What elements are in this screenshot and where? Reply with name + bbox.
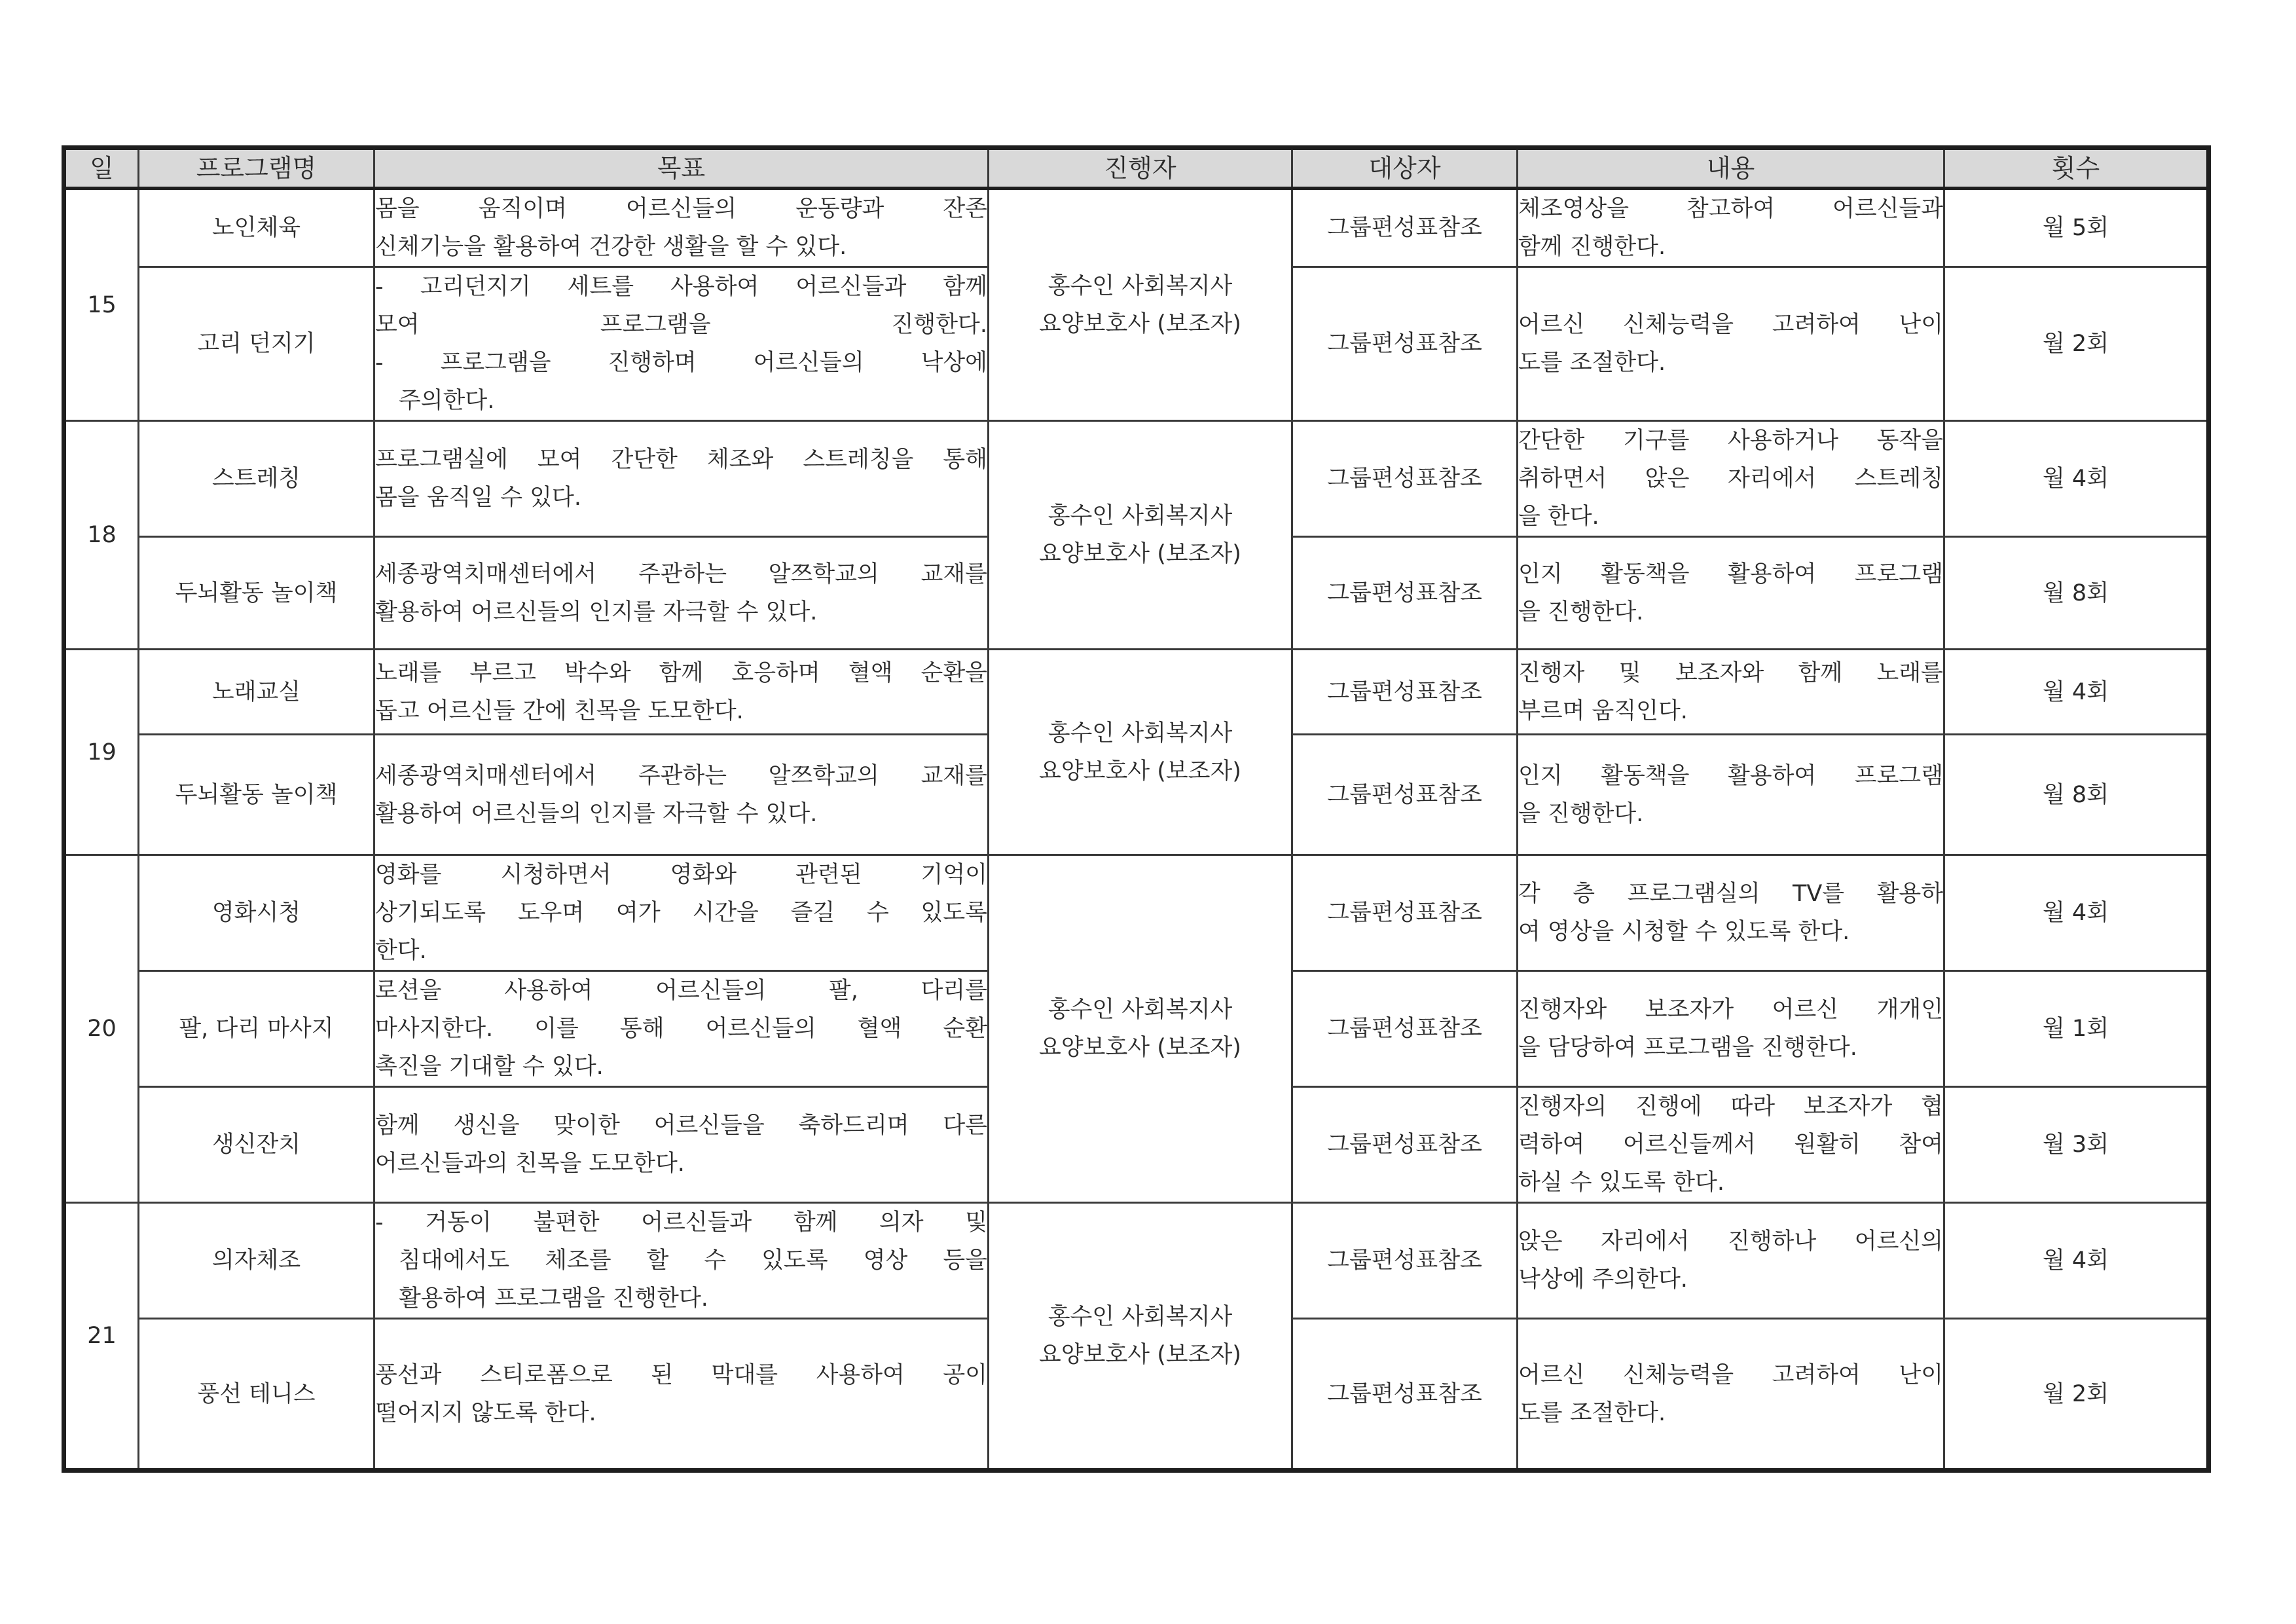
day-cell: 19 — [64, 650, 139, 855]
schedule-body — [64, 189, 2209, 1471]
goal-line: 로션을 사용하여 어르신들의 팔, 다리를 — [375, 978, 987, 1004]
goal-line: 활용하여 어르신들의 인지를 자극할 수 있다. — [375, 800, 818, 827]
goal-cell — [374, 1087, 989, 1203]
header-facilitator: 진행자 — [989, 148, 1292, 189]
goal-cell — [374, 421, 989, 537]
goal-cell — [374, 855, 989, 971]
goal-cell — [374, 1203, 989, 1319]
facilitator-line: 홍수인 사회복지사 — [1048, 272, 1233, 299]
facilitator-line: 요양보호사 (보조자) — [1039, 310, 1241, 337]
content-cell — [1518, 189, 1944, 267]
facilitator-line: 홍수인 사회복지사 — [1048, 503, 1233, 529]
goal-line: 영화를 시청하면서 영화와 관련된 기억이 — [375, 862, 987, 888]
content-line: 하실 수 있도록 한다. — [1518, 1170, 1724, 1196]
header-content: 내용 — [1518, 148, 1944, 189]
content-line: 간단한 기구를 사용하거나 동작을 — [1518, 428, 1943, 454]
frequency-cell: 월 4회 — [1944, 421, 2209, 537]
goal-line: 몸을 움직일 수 있다. — [375, 485, 581, 511]
header-target: 대상자 — [1292, 148, 1518, 189]
goal-line: 프로그램실에 모여 간단한 체조와 스트레칭을 통해 — [375, 447, 987, 473]
content-line: 앉은 자리에서 진행하나 어르신의 — [1518, 1228, 1943, 1255]
content-line: 력하여 어르신들께서 원활히 참여 — [1518, 1132, 1943, 1158]
content-line: 어르신 신체능력을 고려하여 난이 — [1518, 312, 1943, 338]
day-cell: 18 — [64, 421, 139, 650]
program-name-cell: 노래교실 — [139, 650, 374, 735]
schedule-sheet — [62, 145, 2206, 1473]
header-row — [64, 148, 2209, 189]
goal-line: 상기되도록 도우며 여가 시간을 즐길 수 있도록 — [375, 900, 987, 926]
content-cell — [1518, 971, 1944, 1087]
day-cell: 15 — [64, 189, 139, 421]
program-name-cell: 노인체육 — [139, 189, 374, 267]
program-name-cell: 풍선 테니스 — [139, 1319, 374, 1471]
content-line: 진행자와 보조자가 어르신 개개인 — [1518, 997, 1943, 1023]
content-line: 을 진행한다. — [1518, 599, 1644, 625]
goal-line: 노래를 부르고 박수와 함께 호응하며 혈액 순환을 — [375, 659, 987, 686]
frequency-cell: 월 2회 — [1944, 1319, 2209, 1471]
goal-line: 한다. — [375, 938, 427, 964]
facilitator-cell — [989, 650, 1292, 855]
goal-cell — [374, 1319, 989, 1471]
facilitator-cell — [989, 1203, 1292, 1471]
goal-cell — [374, 650, 989, 735]
content-cell — [1518, 421, 1944, 537]
goal-line: 촉진을 기대할 수 있다. — [375, 1054, 604, 1080]
content-cell — [1518, 650, 1944, 735]
target-cell: 그룹편성표참조 — [1292, 267, 1518, 421]
program-name-cell: 영화시청 — [139, 855, 374, 971]
goal-line: 세종광역치매센터에서 주관하는 알쯔학교의 교재를 — [375, 561, 987, 587]
content-line: 부르며 움직인다. — [1518, 697, 1688, 724]
content-cell — [1518, 855, 1944, 971]
goal-line: - 프로그램을 진행하며 어르신들의 낙상에 — [375, 350, 987, 376]
program-name-cell: 고리 던지기 — [139, 267, 374, 421]
goal-line: 신체기능을 활용하여 건강한 생활을 할 수 있다. — [375, 234, 847, 260]
program-name-cell: 팔, 다리 마사지 — [139, 971, 374, 1087]
content-line: 인지 활동책을 활용하여 프로그램 — [1518, 561, 1943, 587]
goal-line: 몸을 움직이며 어르신들의 운동량과 잔존 — [375, 196, 987, 222]
goal-cell — [374, 537, 989, 650]
frequency-cell: 월 8회 — [1944, 537, 2209, 650]
content-line: 을 진행한다. — [1518, 800, 1644, 827]
facilitator-line: 요양보호사 (보조자) — [1039, 1035, 1241, 1061]
facilitator-line: 요양보호사 (보조자) — [1039, 758, 1241, 784]
frequency-cell: 월 5회 — [1944, 189, 2209, 267]
goal-line: 활용하여 어르신들의 인지를 자극할 수 있다. — [375, 599, 818, 625]
content-cell — [1518, 1203, 1944, 1319]
goal-line: 침대에서도 체조를 할 수 있도록 영상 등을 — [399, 1247, 987, 1274]
content-line: 여 영상을 시청할 수 있도록 한다. — [1518, 919, 1850, 945]
header-frequency: 횟수 — [1944, 148, 2209, 189]
facilitator-line: 홍수인 사회복지사 — [1048, 1304, 1233, 1330]
frequency-cell: 월 8회 — [1944, 735, 2209, 855]
target-cell: 그룹편성표참조 — [1292, 189, 1518, 267]
content-cell — [1518, 537, 1944, 650]
target-cell: 그룹편성표참조 — [1292, 1203, 1518, 1319]
target-cell: 그룹편성표참조 — [1292, 650, 1518, 735]
goal-line: 어르신들과의 친목을 도모한다. — [375, 1151, 685, 1177]
table-row — [64, 1203, 2209, 1319]
target-cell: 그룹편성표참조 — [1292, 1319, 1518, 1471]
content-line: 함께 진행한다. — [1518, 234, 1666, 260]
content-line: 진행자 및 보조자와 함께 노래를 — [1518, 659, 1943, 686]
target-cell: 그룹편성표참조 — [1292, 855, 1518, 971]
program-name-cell: 두뇌활동 놀이책 — [139, 735, 374, 855]
target-cell: 그룹편성표참조 — [1292, 537, 1518, 650]
frequency-cell: 월 4회 — [1944, 855, 2209, 971]
content-cell — [1518, 267, 1944, 421]
target-cell: 그룹편성표참조 — [1292, 735, 1518, 855]
content-line: 을 한다. — [1518, 504, 1599, 530]
program-name-cell: 두뇌활동 놀이책 — [139, 537, 374, 650]
table-row — [64, 650, 2209, 735]
program-name-cell: 스트레칭 — [139, 421, 374, 537]
content-line: 각 층 프로그램실의 TV를 활용하 — [1518, 881, 1943, 907]
frequency-cell: 월 4회 — [1944, 650, 2209, 735]
facilitator-cell — [989, 189, 1292, 421]
goal-line: - 거동이 불편한 어르신들과 함께 의자 및 — [375, 1209, 987, 1236]
content-line: 도를 조절한다. — [1518, 350, 1666, 376]
goal-line: 함께 생신을 맞이한 어르신들을 축하드리며 다른 — [375, 1113, 987, 1139]
frequency-cell: 월 4회 — [1944, 1203, 2209, 1319]
day-cell: 21 — [64, 1203, 139, 1471]
goal-line: 세종광역치매센터에서 주관하는 알쯔학교의 교재를 — [375, 762, 987, 789]
program-schedule-table — [62, 145, 2211, 1473]
content-line: 어르신 신체능력을 고려하여 난이 — [1518, 1361, 1943, 1388]
goal-line: 마사지한다. 이를 통해 어르신들의 혈액 순환 — [375, 1016, 987, 1042]
goal-cell — [374, 735, 989, 855]
header-program-name: 프로그램명 — [139, 148, 374, 189]
program-name-cell: 생신잔치 — [139, 1087, 374, 1203]
target-cell: 그룹편성표참조 — [1292, 421, 1518, 537]
content-line: 을 담당하여 프로그램을 진행한다. — [1518, 1035, 1857, 1061]
facilitator-line: 요양보호사 (보조자) — [1039, 541, 1241, 567]
goal-line: 활용하여 프로그램을 진행한다. — [399, 1285, 708, 1312]
goal-line: 주의한다. — [399, 388, 495, 414]
table-row — [64, 421, 2209, 537]
target-cell: 그룹편성표참조 — [1292, 971, 1518, 1087]
content-line: 도를 조절한다. — [1518, 1399, 1666, 1426]
frequency-cell: 월 2회 — [1944, 267, 2209, 421]
content-line: 진행자의 진행에 따라 보조자가 협 — [1518, 1094, 1943, 1120]
content-line: 인지 활동책을 활용하여 프로그램 — [1518, 762, 1943, 789]
goal-line: 풍선과 스티로폼으로 된 막대를 사용하여 공이 — [375, 1361, 987, 1388]
goal-line: - 고리던지기 세트를 사용하여 어르신들과 함께 — [375, 274, 987, 300]
table-row — [64, 855, 2209, 971]
goal-cell — [374, 189, 989, 267]
facilitator-line: 요양보호사 (보조자) — [1039, 1342, 1241, 1368]
program-name-cell: 의자체조 — [139, 1203, 374, 1319]
goal-cell — [374, 267, 989, 421]
goal-line: 모여 프로그램을 진행한다. — [375, 312, 987, 338]
content-line: 취하면서 앉은 자리에서 스트레칭 — [1518, 466, 1943, 492]
goal-line: 돕고 어르신들 간에 친목을 도모한다. — [375, 697, 744, 724]
content-line: 낙상에 주의한다. — [1518, 1266, 1688, 1293]
frequency-cell: 월 3회 — [1944, 1087, 2209, 1203]
goal-cell — [374, 971, 989, 1087]
header-goal: 목표 — [374, 148, 989, 189]
content-line: 체조영상을 참고하여 어르신들과 — [1518, 196, 1943, 222]
facilitator-line: 홍수인 사회복지사 — [1048, 997, 1233, 1023]
content-cell — [1518, 1087, 1944, 1203]
header-day: 일 — [64, 148, 139, 189]
facilitator-cell — [989, 421, 1292, 650]
facilitator-cell — [989, 855, 1292, 1203]
table-row — [64, 189, 2209, 267]
content-cell — [1518, 1319, 1944, 1471]
goal-line: 떨어지지 않도록 한다. — [375, 1399, 596, 1426]
content-cell — [1518, 735, 1944, 855]
day-cell: 20 — [64, 855, 139, 1203]
facilitator-line: 홍수인 사회복지사 — [1048, 720, 1233, 747]
frequency-cell: 월 1회 — [1944, 971, 2209, 1087]
target-cell: 그룹편성표참조 — [1292, 1087, 1518, 1203]
